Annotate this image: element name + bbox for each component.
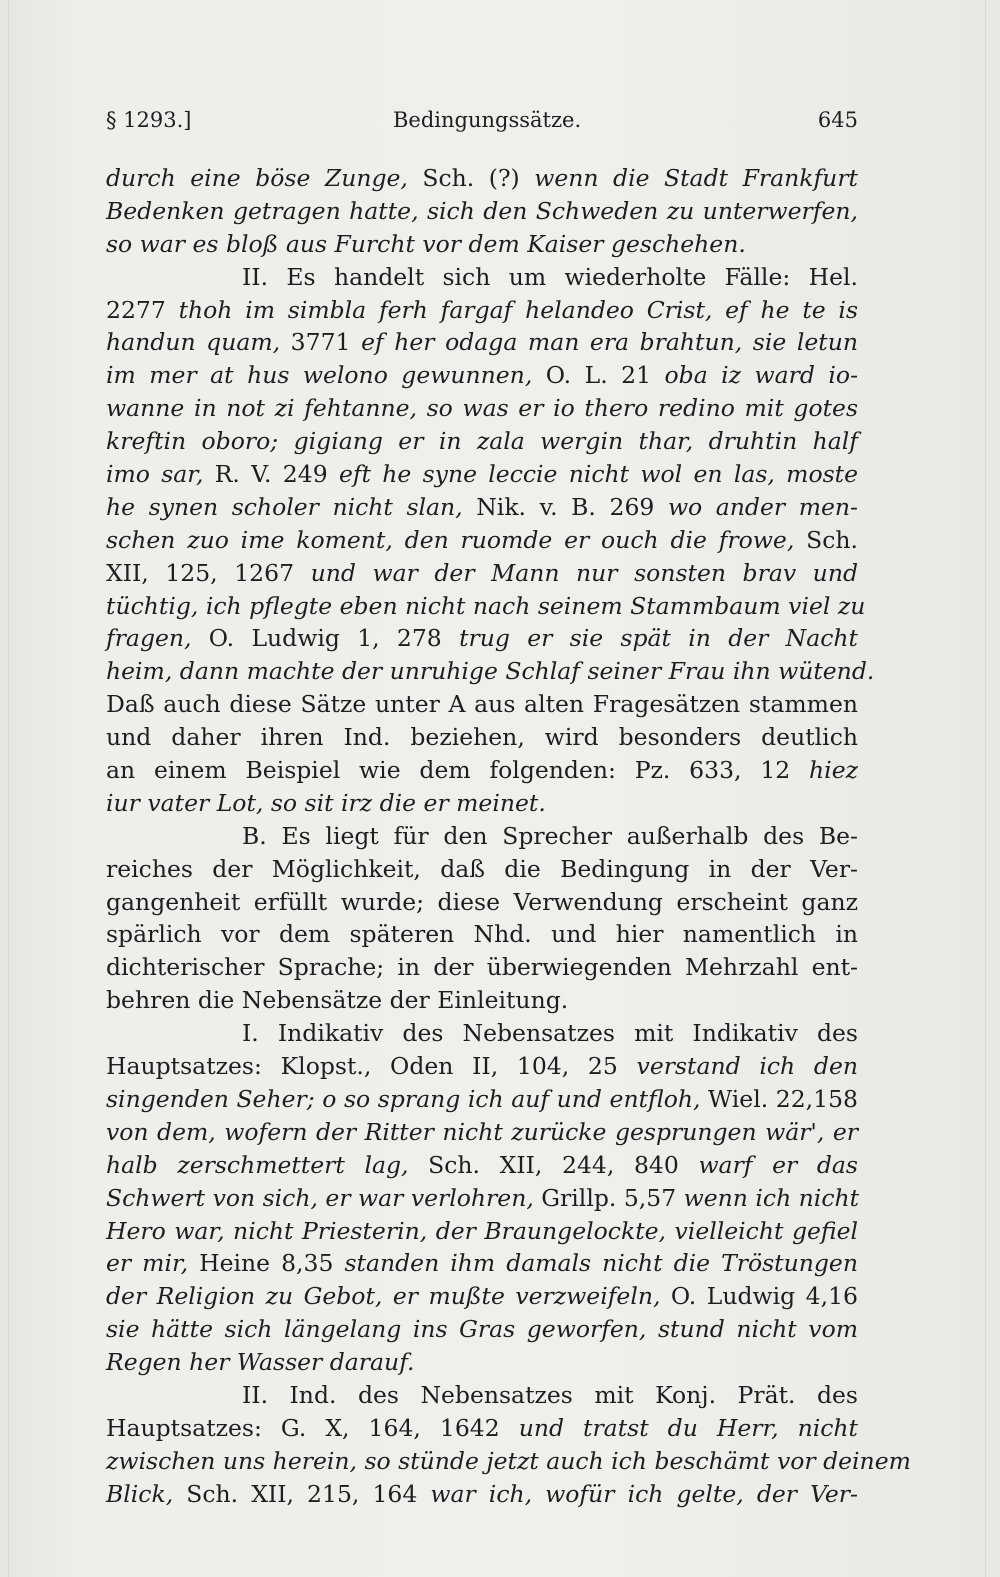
text-line: [106, 425, 858, 458]
running-title: Bedingungssätze.: [393, 108, 582, 132]
text-line: imo sar, R. V. 249 eft he syne leccie nicht wol en las, moste: [106, 460, 859, 489]
italic-example: ef her odaga man era brahtun, sie letun: [361, 328, 858, 357]
body-text: [106, 162, 911, 1511]
text-line: singenden Seher; o so sprang ich auf und entfloh, Wiel. 22,158: [106, 1084, 858, 1113]
text-line: [106, 655, 875, 688]
text-line: [106, 392, 858, 425]
italic-example: der Religion zu Gebot, er mußte verzweifeln,: [106, 1282, 661, 1311]
italic-example: sie hätte sich längelang ins Gras geworfen, stund nicht vom: [106, 1315, 858, 1344]
italic-example: durch eine böse Zunge,: [106, 164, 408, 192]
text-line: [106, 195, 858, 228]
italic-example: Bedenken getragen hatte, sich den Schweden zu unterwerfen,: [106, 196, 858, 225]
text-line: [106, 1215, 858, 1248]
text-line: reiches der Möglichkeit, daß die Bedingung in der Ver-: [106, 854, 858, 883]
italic-example: wo ander men-: [667, 492, 858, 521]
text-line: und daher ihren Ind. beziehen, wird besonders deutlich: [106, 723, 858, 752]
scan-edge-line: [8, 0, 9, 1577]
text-line: dichterischer Sprache; in der überwiegenden Mehrzahl ent-: [106, 953, 858, 982]
text-line: II. Es handelt sich um wiederholte Fälle: Hel.: [242, 262, 858, 291]
italic-example: eft he syne leccie nicht wol en las, moste: [338, 460, 859, 489]
text-line: durch eine böse Zunge, Sch. (?) wenn die Stadt Frankfurt: [106, 164, 858, 192]
italic-example: zwischen uns herein, so stünde jetzt auch ich beschämt vor deinem: [106, 1446, 911, 1475]
running-header: [106, 108, 858, 138]
text-line: Blick, Sch. XII, 215, 164 war ich, wofür ich gelte, der Ver-: [106, 1479, 858, 1508]
text-line: behren die Nebensätze der Einleitung.: [106, 986, 569, 1015]
text-line: B. Es liegt für den Sprecher außerhalb des Be-: [242, 821, 858, 850]
text-line: XII, 125, 1267 und war der Mann nur sonsten brav und: [106, 558, 858, 587]
italic-example: Schwert von sich, er war verlohren,: [106, 1183, 534, 1212]
text-line: er mir, Heine 8,35 standen ihm damals nicht die Tröstungen: [106, 1249, 858, 1278]
italic-example: handun quam,: [106, 328, 281, 357]
italic-example: hiez: [809, 756, 858, 785]
text-line: fragen, O. Ludwig 1, 278 trug er sie spät in der Nacht: [106, 624, 858, 653]
text-line: [106, 787, 858, 820]
italic-example: so war es bloß aus Furcht vor dem Kaiser geschehen.: [106, 229, 746, 258]
italic-example: thoh im simbla ferh fargaf helandeo Crist, ef he te is: [178, 295, 858, 324]
text-line: Daß auch diese Sätze unter A aus alten Fragesätzen stammen: [106, 690, 858, 719]
text-line: handun quam, 3771 ef her odaga man era brahtun, sie letun: [106, 328, 858, 357]
italic-example: standen ihm damals nicht die Tröstungen: [344, 1249, 858, 1278]
italic-example: singenden Seher; o so sprang ich auf und entfloh,: [106, 1084, 701, 1113]
italic-example: von dem, wofern der Ritter nicht zurücke gesprungen wär', er: [106, 1117, 858, 1146]
italic-example: iur vater Lot, so sit irz die er meinet.: [106, 788, 546, 817]
italic-example: tüchtig, ich pflegte eben nicht nach seinem Stammbaum viel zu: [106, 591, 866, 620]
text-line: spärlich vor dem späteren Nhd. und hier namentlich in: [106, 920, 858, 949]
text-line: der Religion zu Gebot, er mußte verzweifeln, O. Ludwig 4,16: [106, 1282, 858, 1311]
text-line: an einem Beispiel wie dem folgenden: Pz. 633, 12 hiez: [106, 756, 858, 785]
text-line: Schwert von sich, er war verlohren, Grillp. 5,57 wenn ich nicht: [106, 1183, 860, 1212]
text-line: I. Indikativ des Nebensatzes mit Indikativ des: [242, 1019, 858, 1048]
section-reference: § 1293.]: [106, 108, 192, 132]
text-line: [106, 228, 858, 261]
italic-example: oba iz ward io-: [664, 361, 859, 390]
italic-example: Blick,: [106, 1479, 174, 1508]
text-line: Hauptsatzes: Klopst., Oden II, 104, 25 verstand ich den: [106, 1052, 858, 1081]
italic-example: Hero war, nicht Priesterin, der Braungelockte, vielleicht gefiel: [106, 1216, 858, 1245]
italic-example: er mir,: [106, 1249, 189, 1278]
italic-example: he synen scholer nicht slan,: [106, 492, 463, 521]
text-line: 2277 thoh im simbla ferh fargaf helandeo Crist, ef he te is: [106, 295, 858, 324]
italic-example: im mer at hus welono gewunnen,: [106, 361, 533, 390]
italic-example: Regen her Wasser darauf.: [106, 1348, 415, 1377]
italic-example: war ich, wofür ich gelte, der Ver-: [430, 1479, 858, 1508]
italic-example: imo sar,: [106, 460, 204, 489]
italic-example: halb zerschmettert lag,: [106, 1150, 409, 1179]
italic-example: trug er sie spät in der Nacht: [459, 624, 858, 653]
italic-example: und tratst du Herr, nicht: [518, 1413, 858, 1442]
text-line: Hauptsatzes: G. X, 164, 1642 und tratst du Herr, nicht: [106, 1413, 858, 1442]
text-line: [106, 590, 866, 623]
italic-example: wanne in not zi fehtanne, so was er io thero redino mit gotes: [106, 394, 858, 423]
italic-example: heim, dann machte der unruhige Schlaf seiner Frau ihn wütend.: [106, 657, 875, 686]
italic-example: schen zuo ime koment, den ruomde er ouch die frowe,: [106, 525, 795, 554]
page-number: 645: [817, 108, 858, 132]
text-line: halb zerschmettert lag, Sch. XII, 244, 840 warf er das: [106, 1150, 858, 1179]
italic-example: kreftin oboro; gigiang er in zala wergin thar, druhtin half: [106, 427, 858, 456]
text-line: he synen scholer nicht slan, Nik. v. B. 269 wo ander men-: [106, 492, 858, 521]
italic-example: warf er das: [698, 1150, 858, 1179]
scan-edge-line: [985, 0, 986, 1577]
text-line: gangenheit erfüllt wurde; diese Verwendung erscheint ganz: [106, 887, 858, 916]
text-line: schen zuo ime koment, den ruomde er ouch die frowe, Sch.: [106, 525, 858, 554]
italic-example: wenn ich nicht: [683, 1183, 860, 1212]
italic-example: wenn die Stadt Frankfurt: [534, 164, 858, 192]
text-line: [106, 1346, 858, 1379]
text-line: II. Ind. des Nebensatzes mit Konj. Prät. des: [242, 1380, 858, 1409]
text-line: [106, 1445, 911, 1478]
italic-example: und war der Mann nur sonsten brav und: [310, 558, 858, 587]
italic-example: fragen,: [106, 624, 192, 653]
italic-example: verstand ich den: [636, 1052, 858, 1081]
text-line: [106, 1313, 858, 1346]
text-line: im mer at hus welono gewunnen, O. L. 21 oba iz ward io-: [106, 361, 859, 390]
text-line: [106, 1116, 858, 1149]
